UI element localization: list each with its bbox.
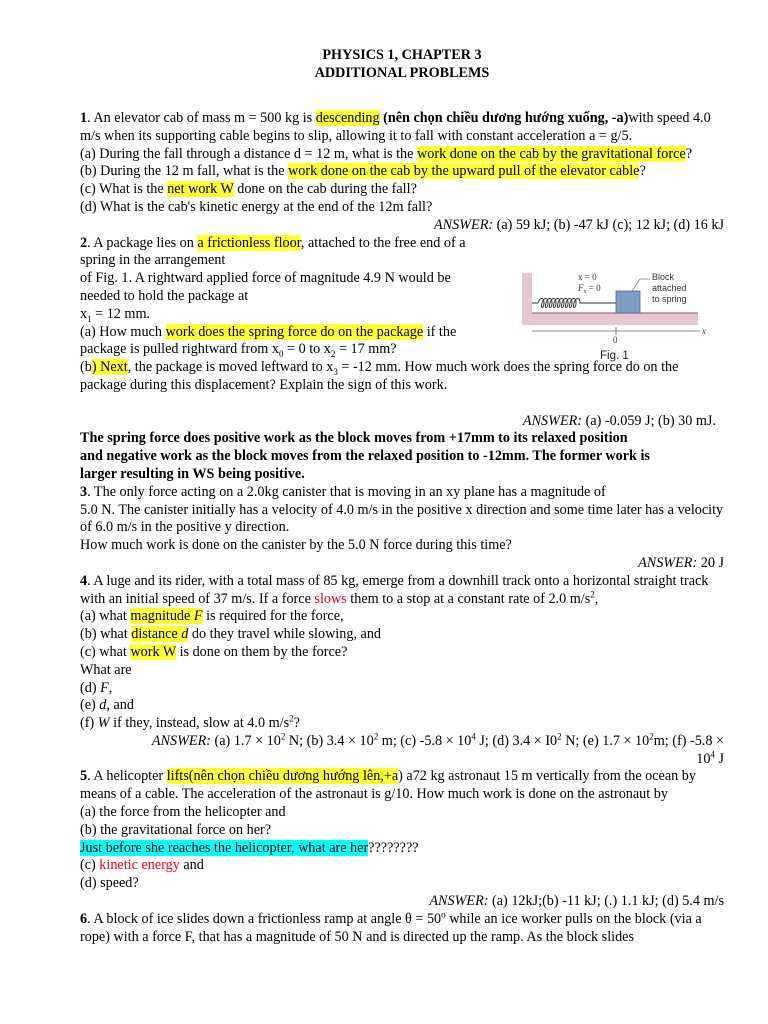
- problem-1-answer: ANSWER: (a) 59 kJ; (b) -47 kJ (c); 12 kJ; (d) 16 kJ: [433, 216, 724, 233]
- problem-4-answer: ANSWER: (a) $1.7 \times 10^2$ N; (b) $3.4 \times 10^2$ m; (c) $-5.8 \times 10^4$ J; (d) $3.4 \times I0^2$ N; (e) $1.7 \times 10^2m$; (f) -5.8 ×: [151, 731, 724, 749]
- problem-number: 3: [80, 483, 88, 500]
- problem-2-explanation-2: and negative work as the block moves from the relaxed position to -12mm. The former work is: [80, 448, 650, 465]
- spring-icon: [532, 299, 616, 308]
- problem-3-line1: 3. The only force acting on a 2.0kg canister that is moving in an xy plane has a magnitude of: [80, 483, 606, 500]
- problem-4-answer-cont: $10^4$ J: [696, 748, 724, 767]
- problem-3: [80, 484, 724, 573]
- problem-2-part-a: (a) How much work does the spring force do on the package if the: [80, 323, 457, 340]
- problem-2-explanation-1: The spring force does positive work as the block moves from +17mm to its relaxed position: [80, 430, 628, 447]
- spring-diagram: [522, 267, 712, 347]
- label-leader-2: [632, 279, 640, 291]
- problem-1: [80, 110, 724, 235]
- problem-2-answer: ANSWER: (a) -0.059 J; (b) 30 mJ.: [522, 412, 716, 429]
- problem-1-part-a: (a) During the fall through a distance d = 12 m, what is the work done on the cab by the gravitational force?: [80, 145, 692, 162]
- problem-5-part-d: (d) speed?: [80, 875, 139, 892]
- problem-4-part-f: (f) W if they, instead, slow at 4.0 $m/s^2$?: [80, 713, 300, 732]
- fig-label-block-1: Block: [652, 272, 675, 282]
- highlight: descending: [315, 110, 380, 126]
- problem-4-what: What are: [80, 661, 132, 678]
- fig-label-x: x: [702, 326, 706, 336]
- doc-title-line2: ADDITIONAL PROBLEMS: [314, 65, 490, 81]
- problem-number: 4: [80, 572, 88, 589]
- problem-6: [80, 911, 724, 947]
- fig-label-zero: 0: [613, 335, 618, 345]
- problem-4-part-a: (a) what magnitude F is required for the force,: [80, 608, 344, 625]
- problem-number: 2: [80, 234, 88, 251]
- fig-label-block-2: attached: [652, 283, 687, 293]
- problem-number: 5: [80, 768, 88, 785]
- problem-2-line4: needed to hold the package at: [80, 287, 249, 304]
- problem-4: [80, 573, 724, 769]
- problem-2-part-b: (b) Next, the package is moved leftward to $x_3 = -12$ mm. How much work does the spring force do on the package during this displacement? Explain the sign of this work.: [80, 359, 679, 393]
- doc-title-line1: PHYSICS 1, CHAPTER 3: [322, 47, 482, 63]
- problem-number: 1: [80, 110, 88, 126]
- problem-1-part-b: (b) During the 12 m fall, what is the work done on the cab by the upward pull of the elevator cable?: [80, 163, 646, 180]
- problem-4-part-b: (b) what distance d do they travel while slowing, and: [80, 626, 382, 643]
- problem-2-line5: $x_1 = 12$ mm.: [80, 305, 151, 324]
- problem-3-line2: 5.0 N. The canister initially has a velocity of 4.0 m/s in the positive x direction and some time later has a velocity of 6.0 m/s in the positive y direction.: [80, 501, 724, 536]
- problem-2-explanation-3: larger resulting in WS being positive.: [80, 465, 305, 482]
- problem-3-line3: How much work is done on the canister by the 5.0 N force during this time?: [80, 537, 512, 554]
- problem-5: [80, 768, 724, 910]
- problem-2-line3: of Fig. 1. A rightward applied force of magnitude 4.9 N would be: [80, 270, 451, 287]
- problem-5-statement: 5. A helicopter lifts(nên chọn chiều dương hướng lên,+a) a72 kg astronaut 15 m vertically from the ocean by means of a cable. The acceleration of the astronaut is g/10. How much work is done on the astronaut by: [80, 768, 696, 803]
- block: [616, 291, 640, 313]
- problem-4-part-c: (c) what work W is done on them by the force?: [80, 643, 348, 660]
- floor: [522, 313, 698, 325]
- hint-bold: (nên chọn chiều dương hướng xuống, -a): [379, 110, 629, 126]
- figure-1-caption: Fig. 1: [600, 350, 629, 362]
- problem-4-part-e: (e) d, and: [80, 697, 134, 714]
- fig-label-x0: x = 0: [578, 272, 597, 282]
- problem-1-part-c: (c) What is the net work W done on the cab during the fall?: [80, 181, 417, 198]
- problem-1-statement: 1. An elevator cab of mass m = 500 kg is descending (nên chọn chiều dương hướng xuống, -a)with speed 4.0 m/s when its supporting cable begins to slip, allowing it to fall with constant acceleration a = g/5.: [80, 110, 711, 144]
- problem-4-statement: 4. A luge and its rider, with a total mass of 85 kg, emerge from a downhill track onto a horizontal straight track with an initial speed of 37 m/s. If a force slows them to a stop at a constant rate of 2.0 $m/s^2$,: [80, 572, 709, 607]
- problem-5-question: Just before she reaches the helicopter, what are her????????: [80, 839, 419, 856]
- fig-label-fx: $F_x = 0$: [578, 283, 601, 295]
- problem-5-part-a: (a) the force from the helicopter and: [80, 804, 286, 821]
- problem-1-part-d: (d) What is the cab's kinetic energy at the end of the 12m fall?: [80, 198, 433, 215]
- problem-2-line1: 2. A package lies on a frictionless floor, attached to the free end of a: [80, 234, 466, 251]
- problem-5-answer: ANSWER: (a) 12kJ;(b) -11 kJ; (.) 1.1 kJ; (d) 5.4 m/s: [429, 893, 724, 910]
- problem-2-part-a-cont: package is pulled rightward from $x_0 = 0$ to $x_2 = 17$ mm?: [80, 341, 397, 360]
- problem-number: 6: [80, 910, 88, 927]
- problem-5-part-b: (b) the gravitational force on her?: [80, 821, 272, 838]
- problem-4-part-d: (d) F,: [80, 679, 113, 696]
- problem-5-part-c: (c) kinetic energy and: [80, 857, 204, 874]
- fig-label-block-3: to spring: [652, 294, 687, 304]
- problem-3-answer: ANSWER: 20 J: [638, 554, 724, 571]
- problem-2-line2: spring in the arrangement: [80, 252, 226, 269]
- problem-6-statement: 6. A block of ice slides down a frictionless ramp at angle $\theta = 50^o$ while an ice worker pulls on the block (via a rope) with a force F, that has a magnitude of 50 N and is directed up the ramp. As the block slides: [80, 909, 702, 945]
